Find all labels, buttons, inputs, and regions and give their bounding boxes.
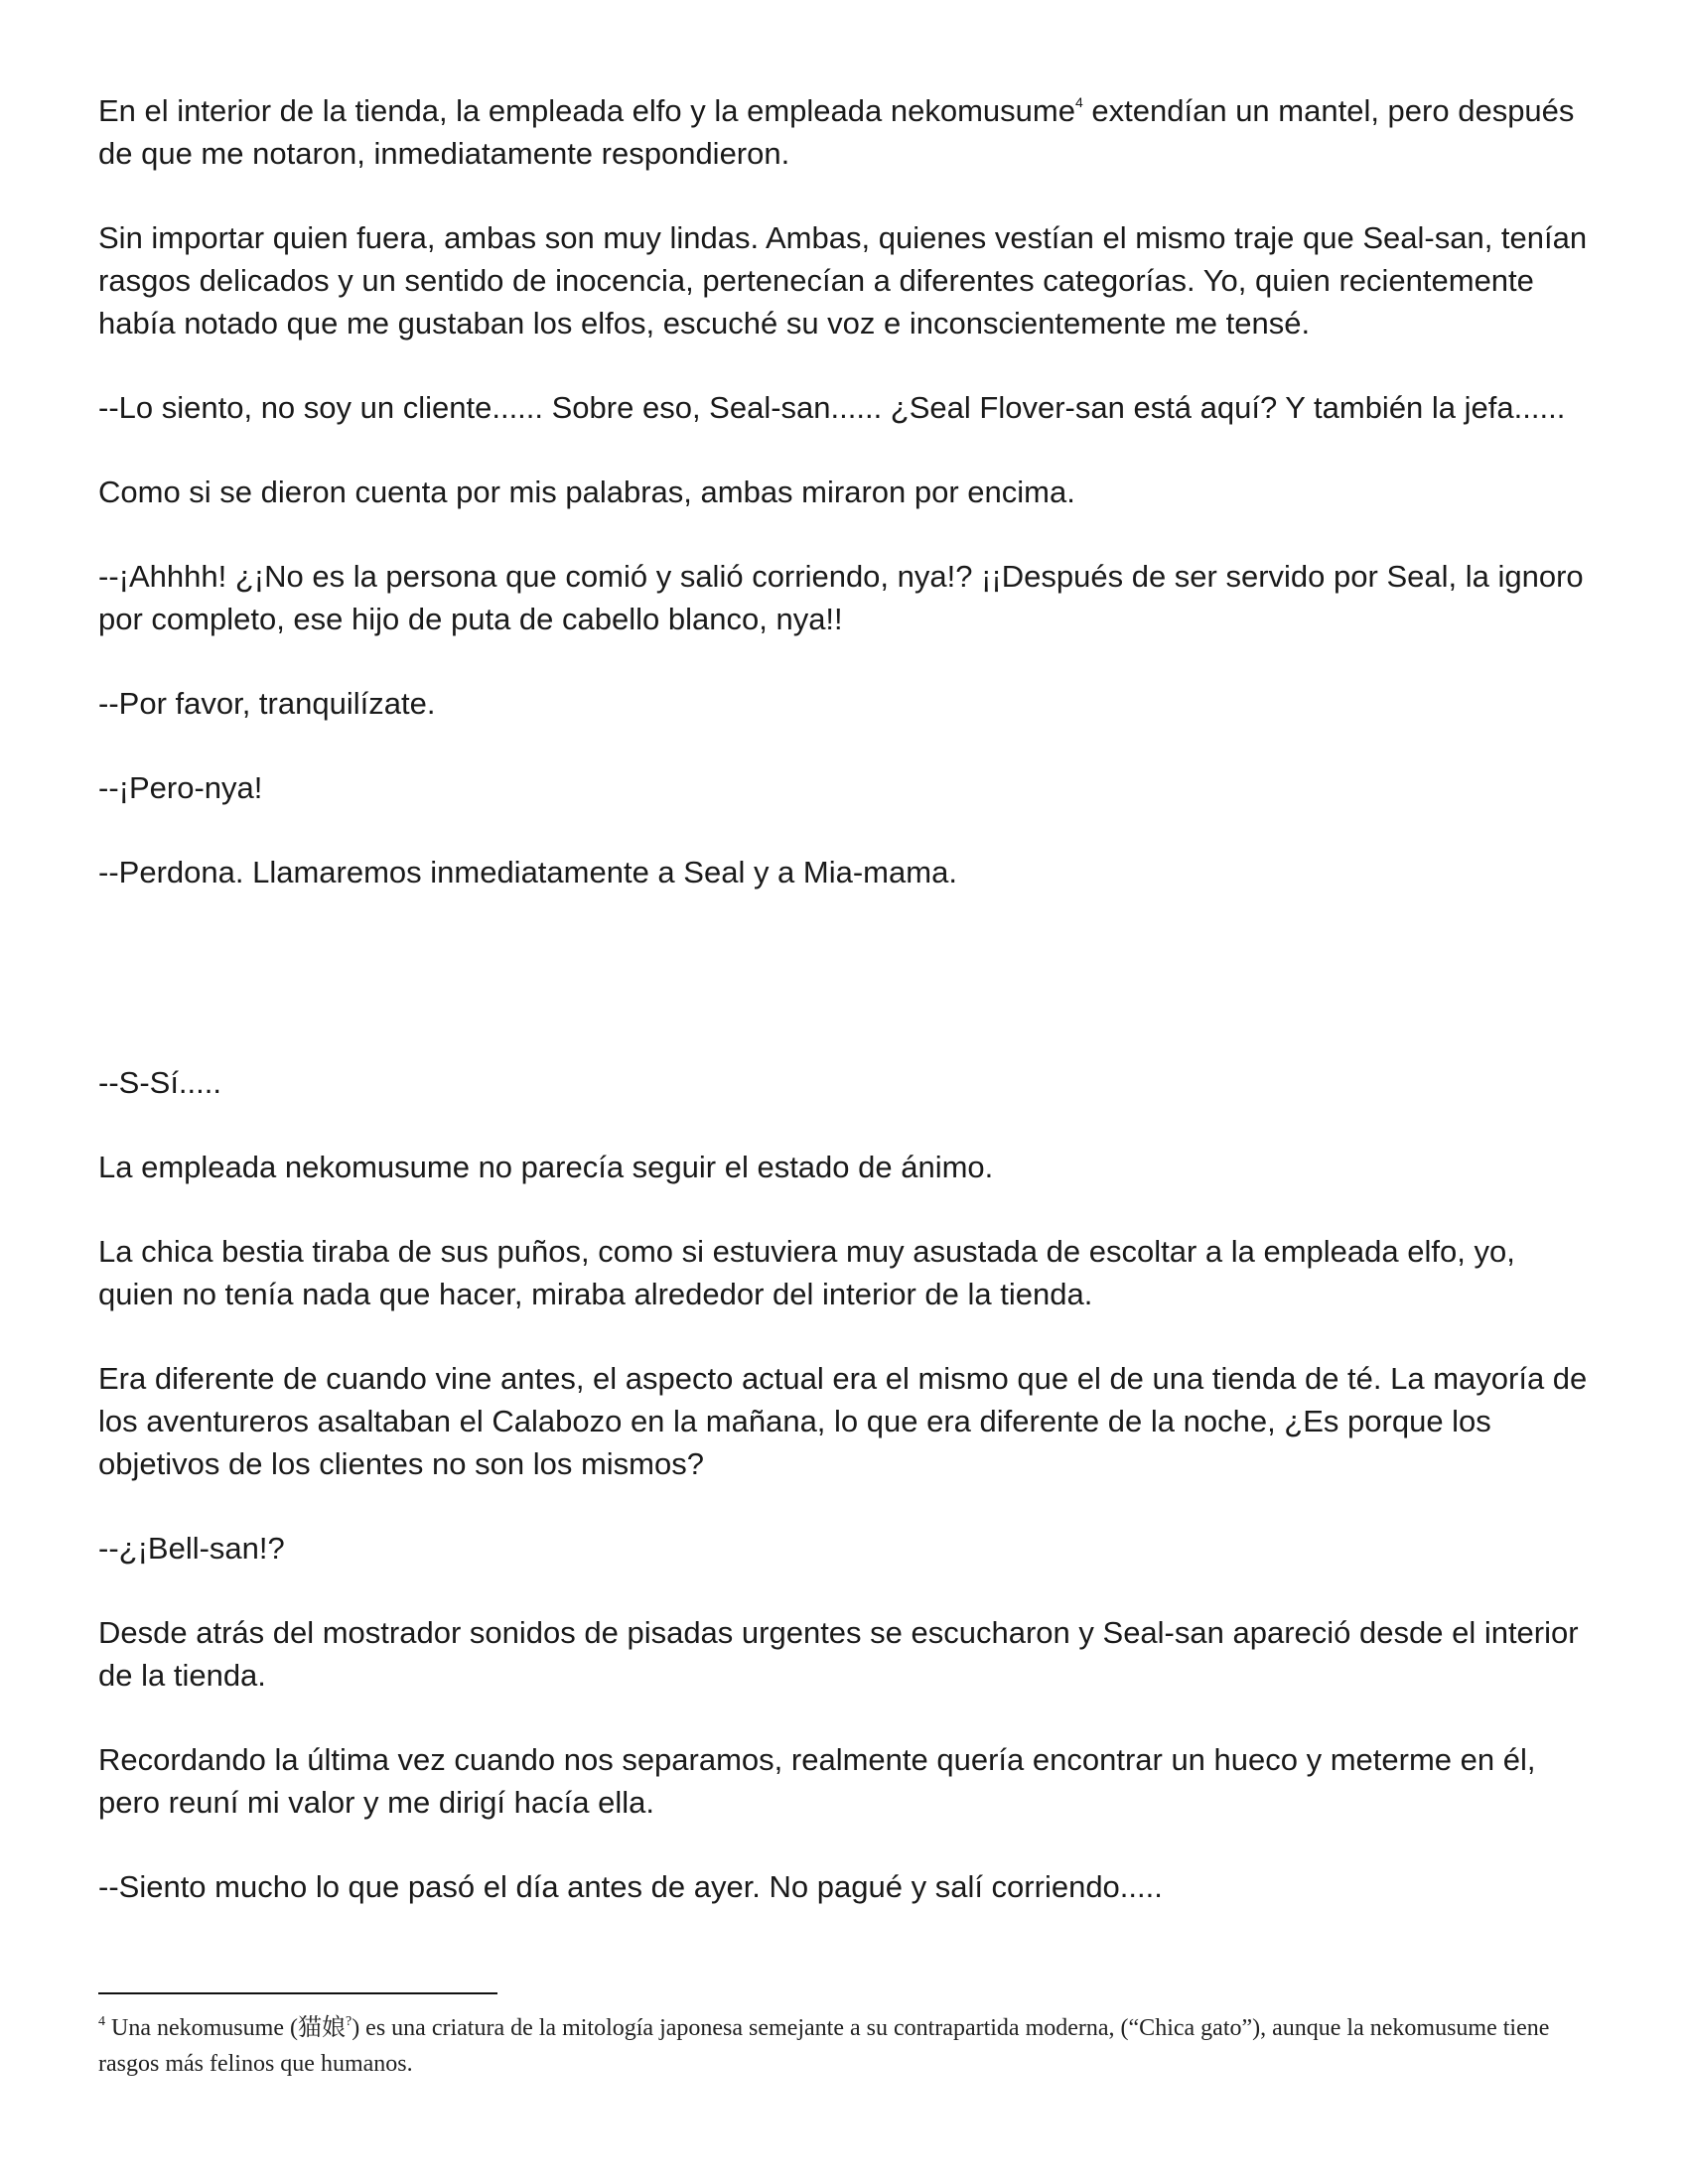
paragraph: --Por favor, tranquilízate. [98,686,436,721]
footnote-number: 4 [98,2014,105,2029]
footnote-kanji-mark: ? [345,2014,352,2029]
footnote-divider [98,1992,497,1994]
paragraph: Sin importar quien fuera, ambas son muy lindas. Ambas, quienes vestían el mismo traje que Seal-san, tenían rasgos delicados y un sentido de inocencia, pertenecían a diferentes categorías. Yo, quien recientemente había notado que me gustaban los elfos, escuché su voz e inconscientemente me tensé. [98,220,1588,341]
blank-space [98,935,1598,1061]
paragraph: --¡Pero-nya! [98,770,263,805]
paragraph: --¿¡Bell-san!? [98,1531,285,1566]
paragraph: --S-Sí..... [98,1065,221,1100]
paragraph: --Lo siento, no soy un cliente...... Sobre eso, Seal-san...... ¿Seal Flover-san está aquí? Y también la jefa...... [98,390,1566,425]
paragraph: Como si se dieron cuenta por mis palabras, ambas miraron por encima. [98,475,1075,509]
footnote-kanji: 猫娘 [297,2015,346,2041]
paragraph: --¡Ahhhh! ¿¡No es la persona que comió y salió corriendo, nya!? ¡¡Después de ser servido por Seal, la ignoro por completo, ese hijo de puta de cabello blanco, nya!! [98,559,1584,636]
footnote-text-start: Una nekomusume ( [111,2015,298,2041]
body-text [98,89,1598,1950]
paragraph: La empleada nekomusume no parecía seguir el estado de ánimo. [98,1150,994,1184]
paragraph: --Siento mucho lo que pasó el día antes de ayer. No pagué y salí corriendo..... [98,1869,1163,1904]
footnote-text-end: ) es una criatura de la mitología japonesa semejante a su contrapartida moderna, (“Chica gato”), aunque la nekomusume tiene rasgos más felinos que humanos. [98,2015,1550,2077]
footnote [98,2010,1608,2082]
paragraph: La chica bestia tiraba de sus puños, como si estuviera muy asustada de escoltar a la empleada elfo, yo, quien no tenía nada que hacer, miraba alrededor del interior de la tienda. [98,1234,1515,1311]
paragraph: Era diferente de cuando vine antes, el aspecto actual era el mismo que el de una tienda de té. La mayoría de los aventureros asaltaban el Calabozo en la mañana, lo que era diferente de la noche, ¿Es porque los objetivos de los clientes no son los mismos? [98,1361,1588,1481]
paragraph [98,89,1598,175]
footnote-reference: 4 [1074,94,1083,110]
paragraph-text: En el interior de la tienda, la empleada elfo y la empleada nekomusume [98,93,1075,128]
paragraph-text: extendían un mantel, pero después de que me notaron, inmediatamente respondieron. [98,93,1575,171]
paragraph: Recordando la última vez cuando nos separamos, realmente quería encontrar un hueco y meterme en él, pero reuní mi valor y me dirigí hacía ella. [98,1742,1536,1820]
paragraph: Desde atrás del mostrador sonidos de pisadas urgentes se escucharon y Seal-san apareció desde el interior de la tienda. [98,1615,1579,1693]
paragraph: --Perdona. Llamaremos inmediatamente a Seal y a Mia-mama. [98,855,957,889]
